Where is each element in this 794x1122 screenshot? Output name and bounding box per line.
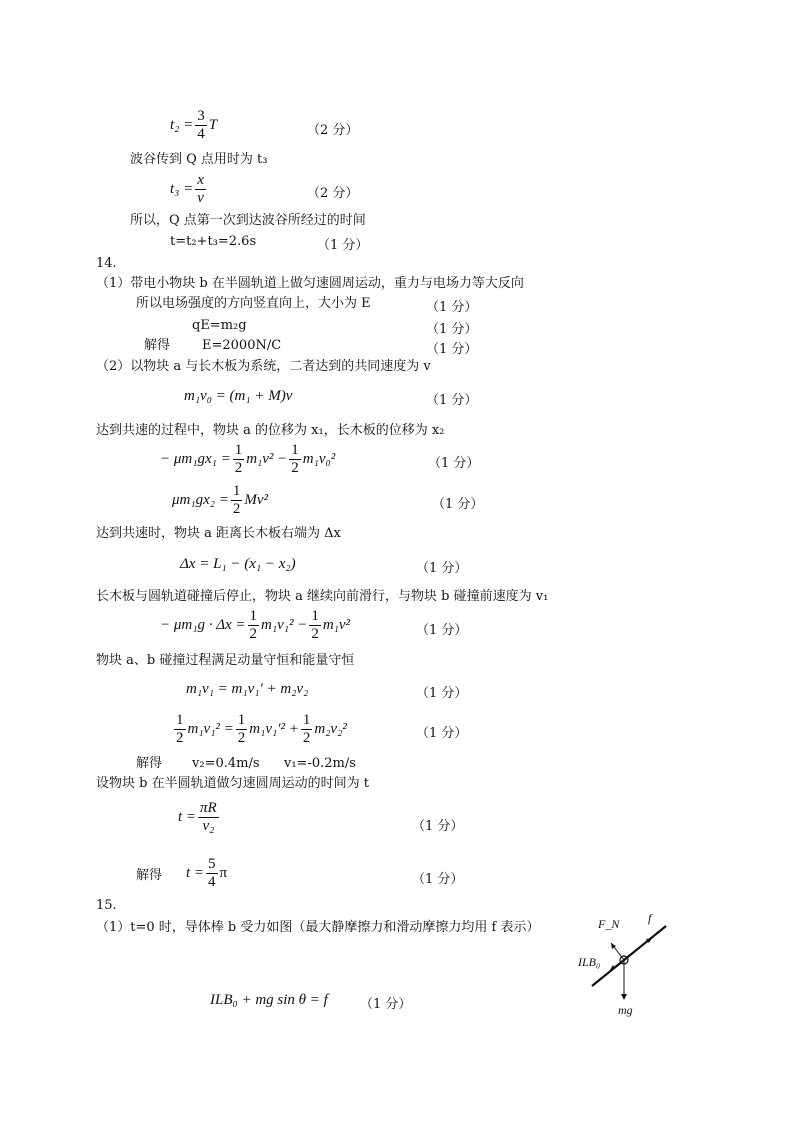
text-line: （1）带电小物块 b 在半圆轨道上做匀速圆周运动，重力与电场力等大反向 [96, 276, 524, 291]
collision-energy-equation: $\frac{1}{2}$ m₁v₁² = $\frac{1}{2}$ m₁v₁′² + $\frac{1}{2}$ m₂v₂² [176, 712, 347, 746]
fraction-5-4: $\frac{5}{4}$ [208, 856, 216, 890]
force-equation: ILB₀ + mg sin θ = f [210, 992, 328, 1008]
text-line: qE=m₂g [192, 318, 247, 333]
time-solution: t = $\frac{5}{4}$ π [186, 856, 228, 890]
text-line: （1）t=0 时，导体棒 b 受力如图（最大静摩擦力和滑动摩擦力均用 f 表示） [96, 920, 540, 935]
score-label: （1 分） [426, 322, 478, 337]
label-f: f [648, 911, 652, 925]
text-line: t=t₂+t₃=2.6s [170, 234, 257, 249]
label-ilb0: ILB₀ [578, 955, 601, 969]
force-diagram [568, 908, 678, 1023]
score-label: （2 分） [307, 123, 359, 138]
score-label: （1 分） [416, 561, 468, 576]
score-label: （1 分） [416, 686, 468, 701]
score-label: （1 分） [428, 456, 480, 471]
fraction-half: $\frac{1}{2}$ [232, 483, 241, 517]
momentum-equation: m₁v₀ = (m₁ + M)v [184, 388, 293, 404]
score-label: （1 分） [416, 726, 468, 741]
text-line: v₁=-0.2m/s [284, 756, 356, 771]
solve-label: 解得 [136, 868, 163, 883]
distance-equation: Δx = L₁ − (x₁ − x₂) [180, 556, 296, 572]
collision-momentum-equation: m₁v₁ = m₁v₁′ + m₂v₂ [186, 681, 309, 697]
text-line: 设物块 b 在半圆轨道做匀速圆周运动的时间为 t [96, 776, 369, 791]
text-line: 长木板与圆轨道碰撞后停止，物块 a 继续向前滑行，与物块 b 碰撞前速度为 v₁ [96, 589, 549, 604]
fraction-half: $\frac{1}{2}$ [249, 608, 258, 642]
question-number-15: 15. [96, 898, 117, 913]
fraction-half: $\frac{1}{2}$ [176, 712, 184, 746]
score-label: （1 分） [426, 300, 478, 315]
score-label: （1 分） [317, 238, 369, 253]
score-label: （1 分） [360, 997, 412, 1012]
text-line: E=2000N/C [202, 338, 282, 353]
text-line: 波谷传到 Q 点用时为 t₃ [130, 152, 268, 167]
gravity-arrowhead [621, 994, 627, 1000]
slide-equation: − μm₁g · Δx = $\frac{1}{2}$ m₁v₁² − $\frac{1}{2}$ m₁v² [160, 608, 351, 642]
fraction-pir-v2: $\frac{\pi R}{\text{v₂}}$ [200, 800, 217, 834]
score-label: （1 分） [432, 497, 484, 512]
fraction-half: $\frac{1}{2}$ [311, 608, 319, 642]
fraction-half: $\frac{1}{2}$ [302, 712, 311, 746]
score-label: （1 分） [426, 342, 478, 357]
solve-label: 解得 [136, 756, 163, 771]
score-label: （1 分） [416, 623, 468, 638]
label-fn: F_N [598, 917, 620, 931]
question-number-14: 14. [96, 256, 117, 271]
score-label: （2 分） [307, 186, 359, 201]
score-label: （1 分） [426, 393, 478, 408]
text-line: 所以，Q 点第一次到达波谷所经过的时间 [130, 213, 366, 228]
text-line: v₂=0.4m/s [192, 756, 260, 771]
energy-equation-a: − μm₁gx₁ = $\frac{1}{2}$ m₁v² − $\frac{1}{2}$ m₁v₀² [160, 442, 336, 476]
fraction-half: $\frac{1}{2}$ [237, 712, 246, 746]
fraction-3-4: $\frac{3}{4}$ [197, 108, 205, 142]
label-mg: mg [618, 1003, 633, 1017]
time-equation: t = $\frac{\pi R}{\text{v₂}}$ [178, 800, 217, 834]
score-label: （1 分） [412, 872, 464, 887]
text-line: 所以电场强度的方向竖直向上，大小为 E [136, 296, 371, 311]
text-line: 达到共速的过程中，物块 a 的位移为 x₁，长木板的位移为 x₂ [96, 423, 445, 438]
t2-equation: t₂ = $\frac{3}{4}$ T [170, 108, 218, 142]
fraction-half: $\frac{1}{2}$ [291, 442, 299, 476]
text-line: 达到共速时，物块 a 距离长木板右端为 Δx [96, 526, 341, 541]
text-line: 物块 a、b 碰撞过程满足动量守恒和能量守恒 [96, 653, 355, 668]
energy-equation-b: μm₁gx₂ = $\frac{1}{2}$ Mv² [172, 483, 268, 517]
fraction-half: $\frac{1}{2}$ [234, 442, 243, 476]
text-line: （2）以物块 a 与长木板为系统，二者达到的共同速度为 v [96, 359, 431, 374]
fraction-x-v: $\frac{x}{v}$ [197, 172, 204, 206]
solve-label: 解得 [144, 338, 171, 353]
t3-equation: t₃ = $\frac{x}{v}$ [170, 172, 204, 206]
score-label: （1 分） [412, 819, 464, 834]
